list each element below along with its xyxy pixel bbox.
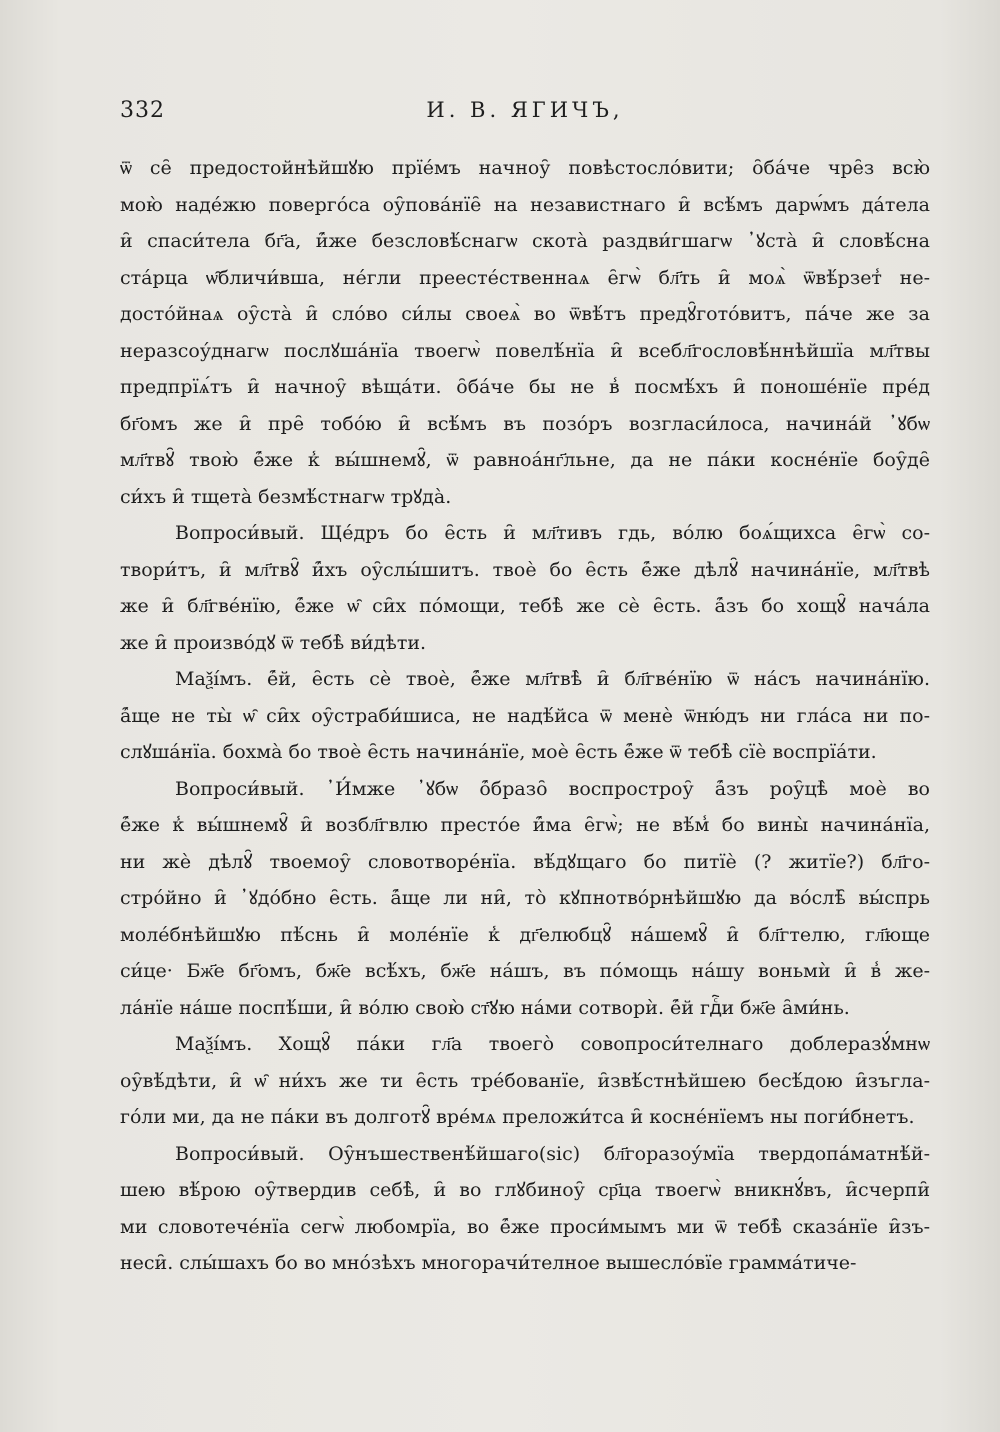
text-line: слꙋша́нїа. бохма̀ бо твоѐ е̑сть начина́нїе, моѐ е̑сть е̑́же ѿ тебѣ̀ сїѐ воспрїа́ти. bbox=[120, 741, 877, 763]
text-line: го́ли ми, да не па́ки въ долготꙋ̑ вре́мѧ преложи́тса и̑ косне́нїемъ ны поги́бнетъ. bbox=[120, 1106, 915, 1128]
text-line: Маѯі́мъ. Хощꙋ̑ па́ки гл҃а твоего̀ совопроси́телнаго доблеразꙋ́мнѡ bbox=[175, 1033, 930, 1055]
paragraph bbox=[120, 661, 930, 771]
text-line: стро́йно и̑ ᾿ꙋдо́бно е̑сть. а̑́ще ли ни̑, то̀ кꙋпнотво́рнѣйшꙋю да во́слѣ̑ вы́спрь bbox=[120, 887, 930, 909]
text-line: си́це· Бж҃е бг҃омъ, бж҃е всѣ́хъ, бж҃е на́шъ, въ по́мощь на́шу воньмѝ и̑ в̾ же- bbox=[120, 960, 930, 982]
text-line: же и̑ бл҃гве́нїю, е̑́же ѡ̑ си̑х по́мощи, тебѣ̀ же сѐ е̑сть. а̑́зъ бо хощꙋ̑ нача́ла bbox=[120, 595, 930, 617]
text-line: е̑́же к̾ вы́шнемꙋ̑ и̑ возбл҃гвлю престо́е и̑́ма е̑гѡ̀; не вѣ́м̾ бо вины̀ начина́нїа, bbox=[120, 814, 930, 836]
text-line: бг҃омъ же и̑ пре̑ тобо́ю и̑ всѣ́мъ въ позо́ръ возгласи́лоса, начина́й ᾿ꙋбѡ bbox=[120, 412, 930, 435]
text-line: ста́рца ѡ̑бличи́вша, не́гли преесте́ственнаѧ е̑гѡ̀ бл҃ть и̑ моѧ̀ ѿвѣ́рзет̾ не- bbox=[120, 266, 930, 289]
text-line: неси̑. слы́шахъ бо во мно́зѣхъ многорачи́телное вышесло́вїе грамма́тиче- bbox=[120, 1252, 857, 1274]
text-line: мою̀ наде́жю поверго́са оу̑пова́нїе̑ на независтнаго и̑ всѣ́мъ дарѡ́мъ да́тела bbox=[120, 193, 930, 216]
page-number: 332 bbox=[120, 98, 165, 123]
text-line: моле́бнѣйшꙋю пѣ́снь и̑ моле́нїе к̾ дг҃елюбцꙋ̑ на́шемꙋ̑ и̑ бл҃гтелю, гл҃юще bbox=[120, 923, 930, 946]
text-line: шею вѣ́рою оу̑твердив себѣ̀, и̑ во глꙋбиноу̑ ср҃ца твоегѡ̀ вникнꙋ́въ, и̑счерпи̑ bbox=[120, 1179, 930, 1201]
paragraph bbox=[120, 1136, 930, 1282]
text-line: и̑ спаси́тела бг҃а, и̑́же безсловѣ́снагѡ скота̀ раздви́гшагѡ ᾿ꙋста̀ и̑ словѣ́сна bbox=[120, 230, 930, 252]
page-header bbox=[120, 98, 930, 134]
paragraph bbox=[120, 771, 930, 1027]
text-line: оу̑вѣ́дѣти, и̑ ѡ̑ ни́хъ же ти е̑сть тре́бованїе, и̑звѣ́стнѣйшею бесѣ́дою и̑зъгла- bbox=[120, 1069, 930, 1092]
paragraph bbox=[120, 515, 930, 661]
text-line: Маѯі́мъ. е̑́й, е̑сть сѐ твоѐ, е̑́же мл҃твѣ̀ и̑ бл҃гве́нїю ѿ на́съ начина́нїю. bbox=[175, 668, 930, 690]
text-line: ла́нїе на́ше поспѣ́ши, и̑ во́лю свою̀ ст҃ꙋю на́ми сотворѝ. е̑́й гдⷭ҇и бж҃е а̑ми́нь. bbox=[120, 996, 850, 1019]
text-line: досто́йнаѧ оу̑ста̀ и̑ сло́во си́лы своеѧ̀ во ѿвѣ́тъ предꙋ̑гото́витъ, па́че же за bbox=[120, 303, 930, 325]
text-line: си́хъ и̑ тщета̀ безмѣ́стнагѡ трꙋда̀. bbox=[120, 485, 452, 508]
text-line: ми словотече́нїа сегѡ̀ любомрїа, во е̑́же проси́мымъ ми ѿ тебѣ̀ сказа́нїе и̑зъ- bbox=[120, 1215, 930, 1238]
text-line: предпрїѧ́тъ и̑ начноу̑ вѣща́ти. о̑ба́че бы не в̾ посмѣ́хъ и̑ поноше́нїе пре́д bbox=[120, 376, 930, 398]
paragraph bbox=[120, 150, 930, 515]
text-line: мл҃твꙋ̑ твою̀ е̑́же к̾ вы́шнемꙋ̑, ѿ равноа́нг҃льне, да не па́ки косне́нїе боу̑де̑ bbox=[120, 449, 930, 471]
paragraph bbox=[120, 1026, 930, 1136]
body-text bbox=[120, 150, 930, 1282]
text-line: ѿ се̑ предостойнѣйшꙋю прїе́мъ начноу̑ повѣстосло́вити; о̑ба́че чре̑з всю̀ bbox=[120, 157, 930, 179]
text-line: ни жѐ дѣлꙋ̑ твоемоу̑ словотворе́нїа. вѣ́дꙋщаго бо питїѐ (? житїе?) бл҃го- bbox=[120, 850, 930, 873]
text-line: Вопроси́вый. Оу̑нъшественѣ́йшаго(sic) бл҃горазоу́мїа твердопа́матнѣ́й- bbox=[175, 1142, 930, 1165]
text-line: Вопроси́вый. Ще́дръ бо е̑сть и̑ мл҃тивъ гдь, во́лю боѧ́щихса е̑гѡ̀ со- bbox=[175, 522, 930, 544]
text-line: неразсоу́днагѡ послꙋша́нїа твоегѡ̀ повелѣ́нїа и̑ всебл҃гословѣ́ннѣйшїа мл҃твы bbox=[120, 339, 930, 362]
text-line: а̑́ще не ты̀ ѡ̑ си̑х оу̑страби́шиса, не надѣ́йса ѿ менѐ ѿню́дъ ни гла́са ни по- bbox=[120, 704, 930, 727]
text-line: твори́тъ, и̑ мл҃твꙋ̑ и̑́хъ оу̑слы́шитъ. твоѐ бо е̑сть е̑́же дѣлꙋ̑ начина́нїе, мл҃твѣ bbox=[120, 558, 930, 581]
running-head: И. В. ЯГИЧЪ, bbox=[426, 98, 624, 122]
text-line: же и̑ произво́дꙋ ѿ тебѣ̀ ви́дѣти. bbox=[120, 631, 427, 654]
text-line: Вопроси́вый. ᾿И́мже ᾿ꙋбѡ о̑́бразо̑ воспростроу̑ а̑́зъ роу̑цѣ̀ моѐ во bbox=[175, 777, 930, 800]
